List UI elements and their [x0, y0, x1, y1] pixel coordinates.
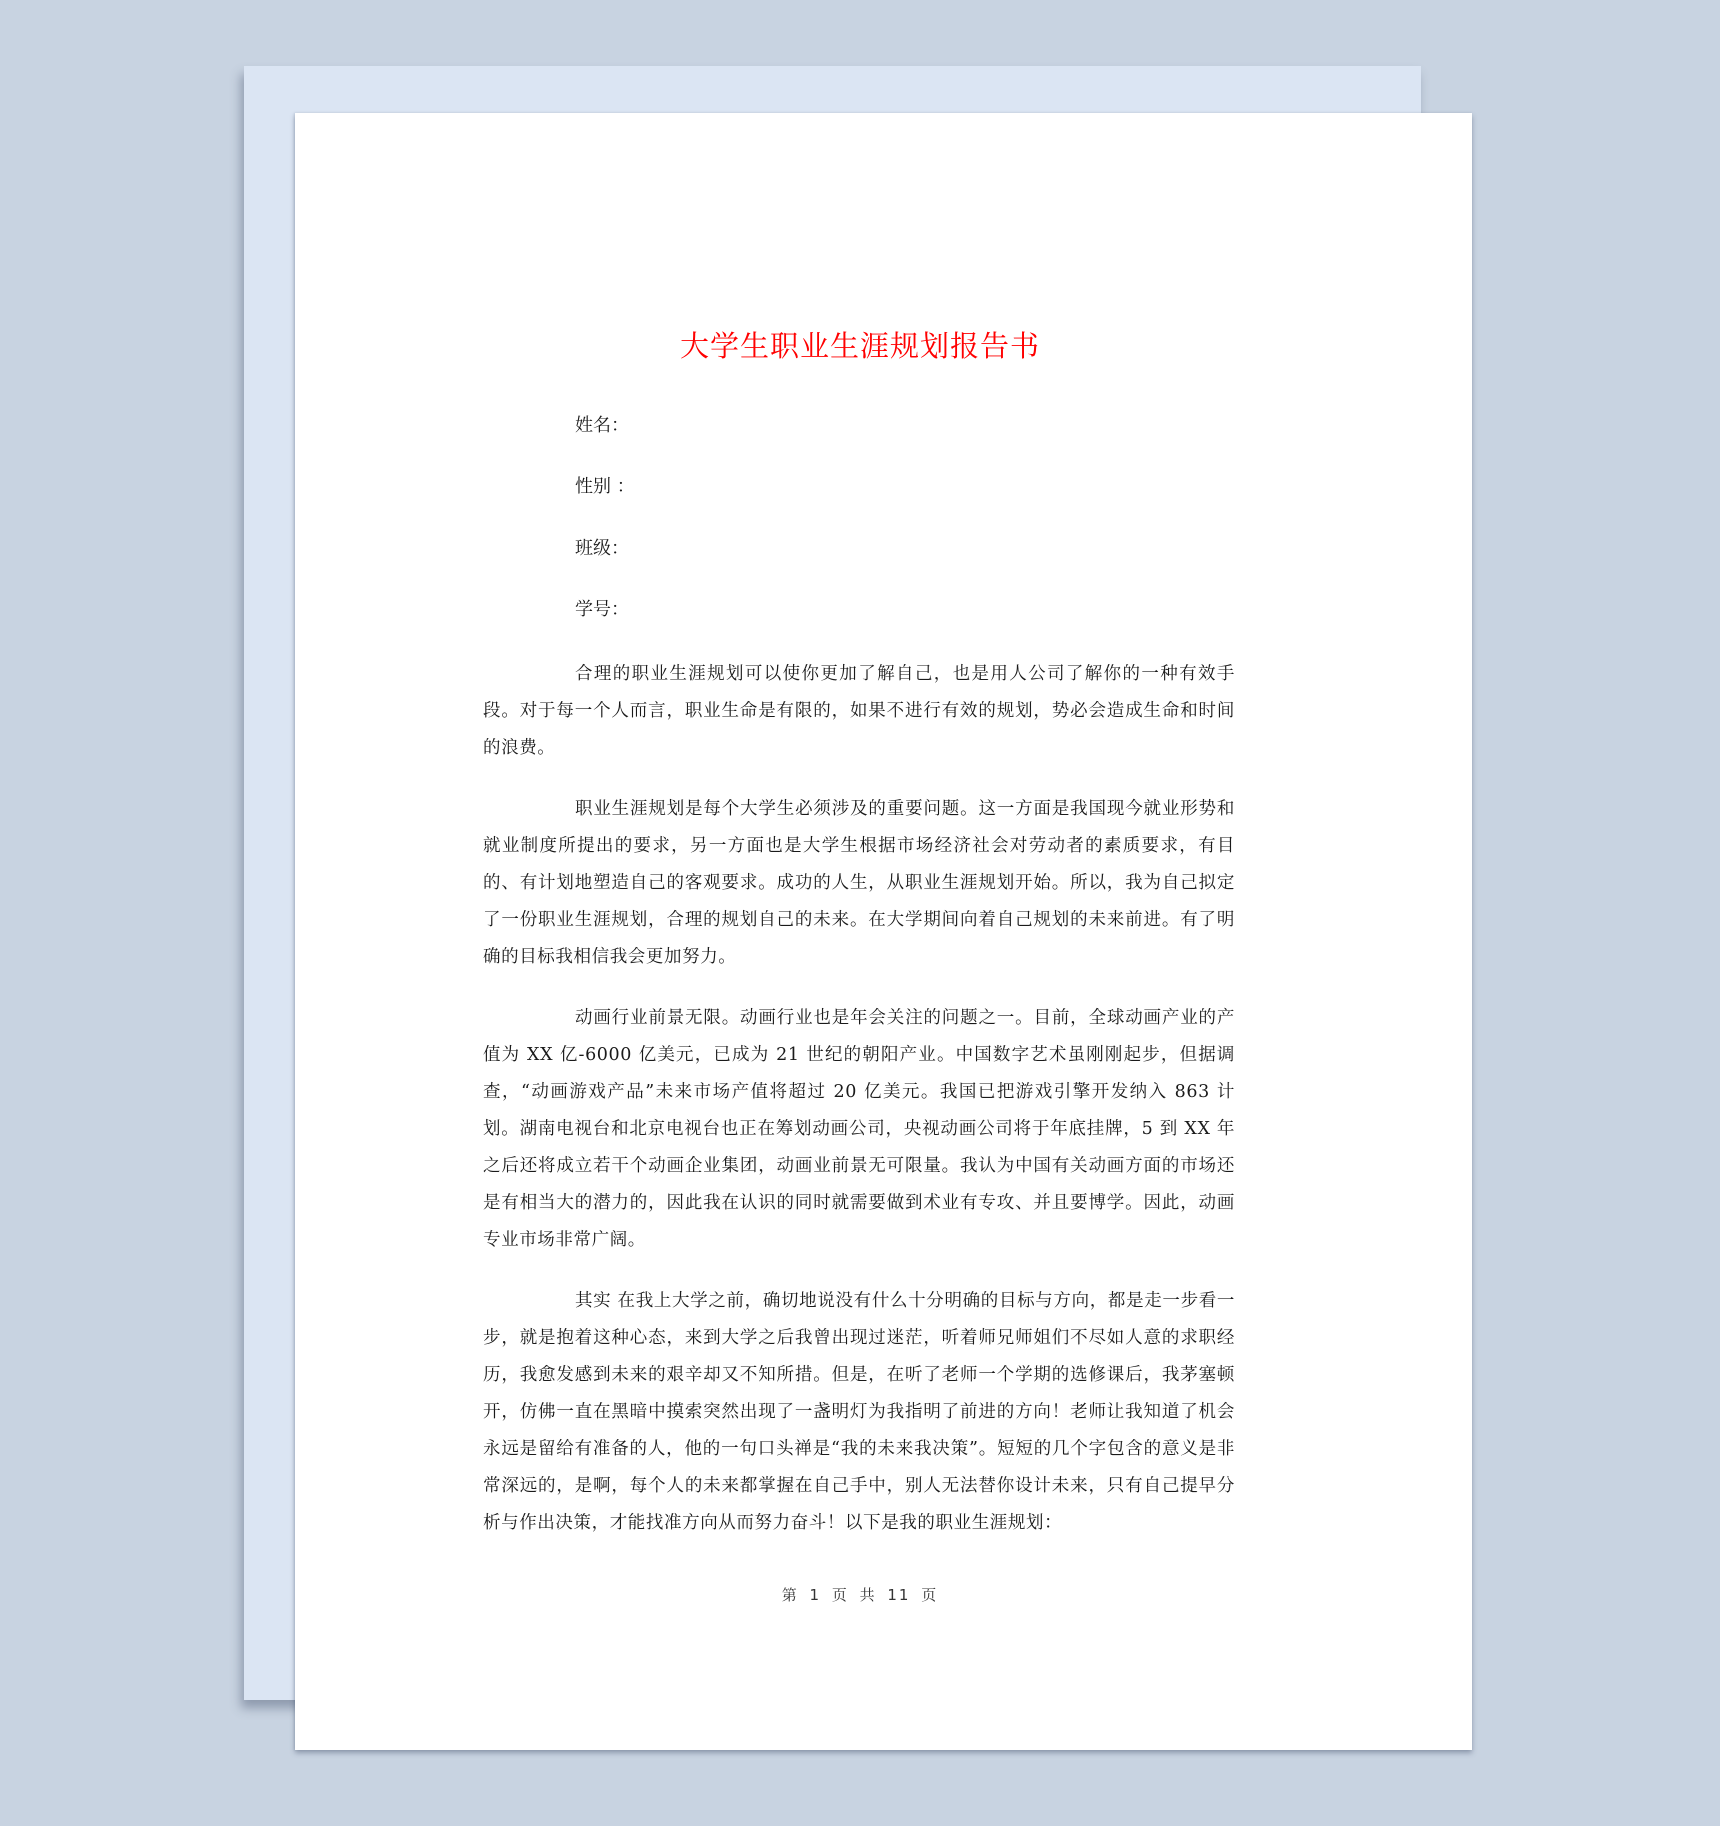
- field-name: 姓名：: [575, 415, 629, 436]
- field-class: 班级：: [575, 538, 629, 559]
- paragraph-personal-story: 其实 在我上大学之前，确切地说没有什么十分明确的目标与方向，都是走一步看一步，就是抱着这种心态，来到大学之后我曾出现过迷茫，听着师兄师姐们不尽如人意的求职经历，我愈发感到未来的艰辛却又不知所措。但是，在听了老师一个学期的选修课后，我茅塞顿开，仿佛一直在黑暗中摸索突然出现了一盏明灯为我指明了前进的方向！老师让我知道了机会永远是留给有准备的人，他的一句口头禅是“我的未来我决策”。短短的几个字包含的意义是非常深远的，是啊，每个人的未来都掌握在自己手中，别人无法替你设计未来，只有自己提早分析与作出决策，才能找准方向从而努力奋斗！以下是我的职业生涯规划：: [483, 1291, 1235, 1533]
- page-number-footer: 第 1 页 共 11 页: [781, 1586, 939, 1604]
- field-student-id: 学号：: [575, 599, 629, 620]
- paragraph-animation-industry: 动画行业前景无限。动画行业也是年会关注的问题之一。目前，全球动画产业的产值为 XX 亿-6000 亿美元，已成为 21 世纪的朝阳产业。中国数字艺术虽刚刚起步，但据调查，“动画游戏产品”未来市场产值将超过 20 亿美元。我国已把游戏引擎开发纳入 863 计划。湖南电视台和北京电视台也正在筹划动画公司，央视动画公司将于年底挂牌，5 到 XX 年之后还将成立若干个动画企业集团，动画业前景无可限量。我认为中国有关动画方面的市场还是有相当大的潜力的，因此我在认识的同时就需要做到术业有专攻、并且要博学。因此，动画专业市场非常广阔。: [483, 1008, 1235, 1250]
- document-body: [483, 656, 1235, 1566]
- paragraph-importance: 职业生涯规划是每个大学生必须涉及的重要问题。这一方面是我国现今就业形势和就业制度所提出的要求，另一方面也是大学生根据市场经济社会对劳动者的素质要求，有目的、有计划地塑造自己的客观要求。成功的人生，从职业生涯规划开始。所以，我为自己拟定了一份职业生涯规划，合理的规划自己的未来。在大学期间向着自己规划的未来前进。有了明确的目标我相信我会更加努力。: [483, 799, 1235, 967]
- paragraph-intro: 合理的职业生涯规划可以使你更加了解自己，也是用人公司了解你的一种有效手段。对于每一个人而言，职业生命是有限的，如果不进行有效的规划，势必会造成生命和时间的浪费。: [483, 664, 1235, 758]
- field-gender: 性别 ：: [575, 476, 635, 497]
- document-title: 大学生职业生涯规划报告书: [679, 329, 1040, 363]
